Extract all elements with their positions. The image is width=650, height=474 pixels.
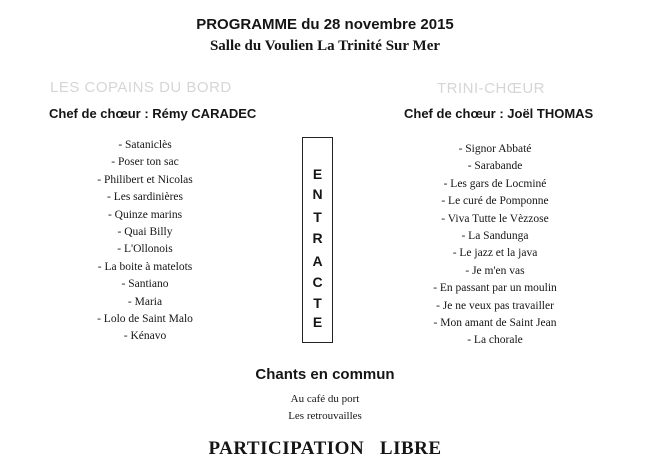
left-song-item: - Kénavo — [123, 330, 167, 343]
entracte-letter: T — [313, 295, 322, 311]
page-title: PROGRAMME du 28 novembre 2015 — [196, 16, 454, 33]
entracte-box — [302, 137, 333, 343]
left-song-item: - Poser ton sac — [111, 156, 179, 169]
entracte-letter: A — [312, 253, 323, 269]
common-songs-heading: Chants en commun — [255, 366, 395, 383]
left-song-item: - Lolo de Saint Malo — [97, 313, 193, 325]
venue-subtitle: Salle du Voulien La Trinité Sur Mer — [209, 38, 441, 54]
right-group-name: TRINI-CHŒUR — [437, 80, 545, 97]
common-song-item: Les retrouvailles — [288, 410, 362, 422]
left-song-item: - Sataniclès — [118, 139, 172, 151]
right-song-item: - Les gars de Locminé — [443, 177, 547, 190]
entracte-letter: R — [312, 230, 323, 246]
entracte-letter: C — [312, 274, 323, 290]
right-song-item: - Je ne veux pas travailler — [436, 299, 554, 312]
entracte-letter: E — [312, 314, 323, 330]
left-group-name: LES COPAINS DU BORD — [50, 79, 232, 96]
right-song-item: - Le jazz et la java — [452, 247, 538, 260]
right-song-item: - Mon amant de Saint Jean — [433, 317, 557, 329]
left-song-item: - La boite à matelots — [97, 260, 193, 273]
participation-notice: PARTICIPATION LIBRE — [208, 438, 442, 459]
right-song-item: - Je m'en vas — [465, 264, 525, 277]
right-song-item: - Le curé de Pomponne — [441, 195, 549, 208]
right-song-item: - La chorale — [467, 334, 523, 347]
left-song-item: - L'Ollonois — [117, 243, 173, 256]
entracte-letter: T — [313, 209, 322, 225]
right-song-item: - Sarabande — [467, 160, 523, 173]
left-song-item: - Philibert et Nicolas — [97, 173, 193, 186]
right-song-item: - Signor Abbaté — [458, 143, 532, 155]
left-song-item: - Les sardinières — [107, 191, 183, 204]
right-song-item: - La Sandunga — [461, 230, 529, 242]
right-song-item: - En passant par un moulin — [433, 282, 557, 295]
common-song-item: Au café du port — [290, 393, 360, 405]
left-song-item: - Quinze marins — [107, 208, 183, 221]
left-song-item: - Quai Billy — [117, 226, 173, 238]
left-song-item: - Maria — [127, 295, 163, 308]
right-choir-director: Chef de chœur : Joël THOMAS — [404, 106, 594, 121]
entracte-letter: E — [312, 166, 323, 182]
left-choir-director: Chef de chœur : Rémy CARADEC — [49, 106, 257, 121]
left-song-item: - Santiano — [121, 278, 169, 291]
right-song-item: - Viva Tutte le Vèzzose — [441, 212, 549, 225]
entracte-letter: N — [312, 186, 323, 202]
